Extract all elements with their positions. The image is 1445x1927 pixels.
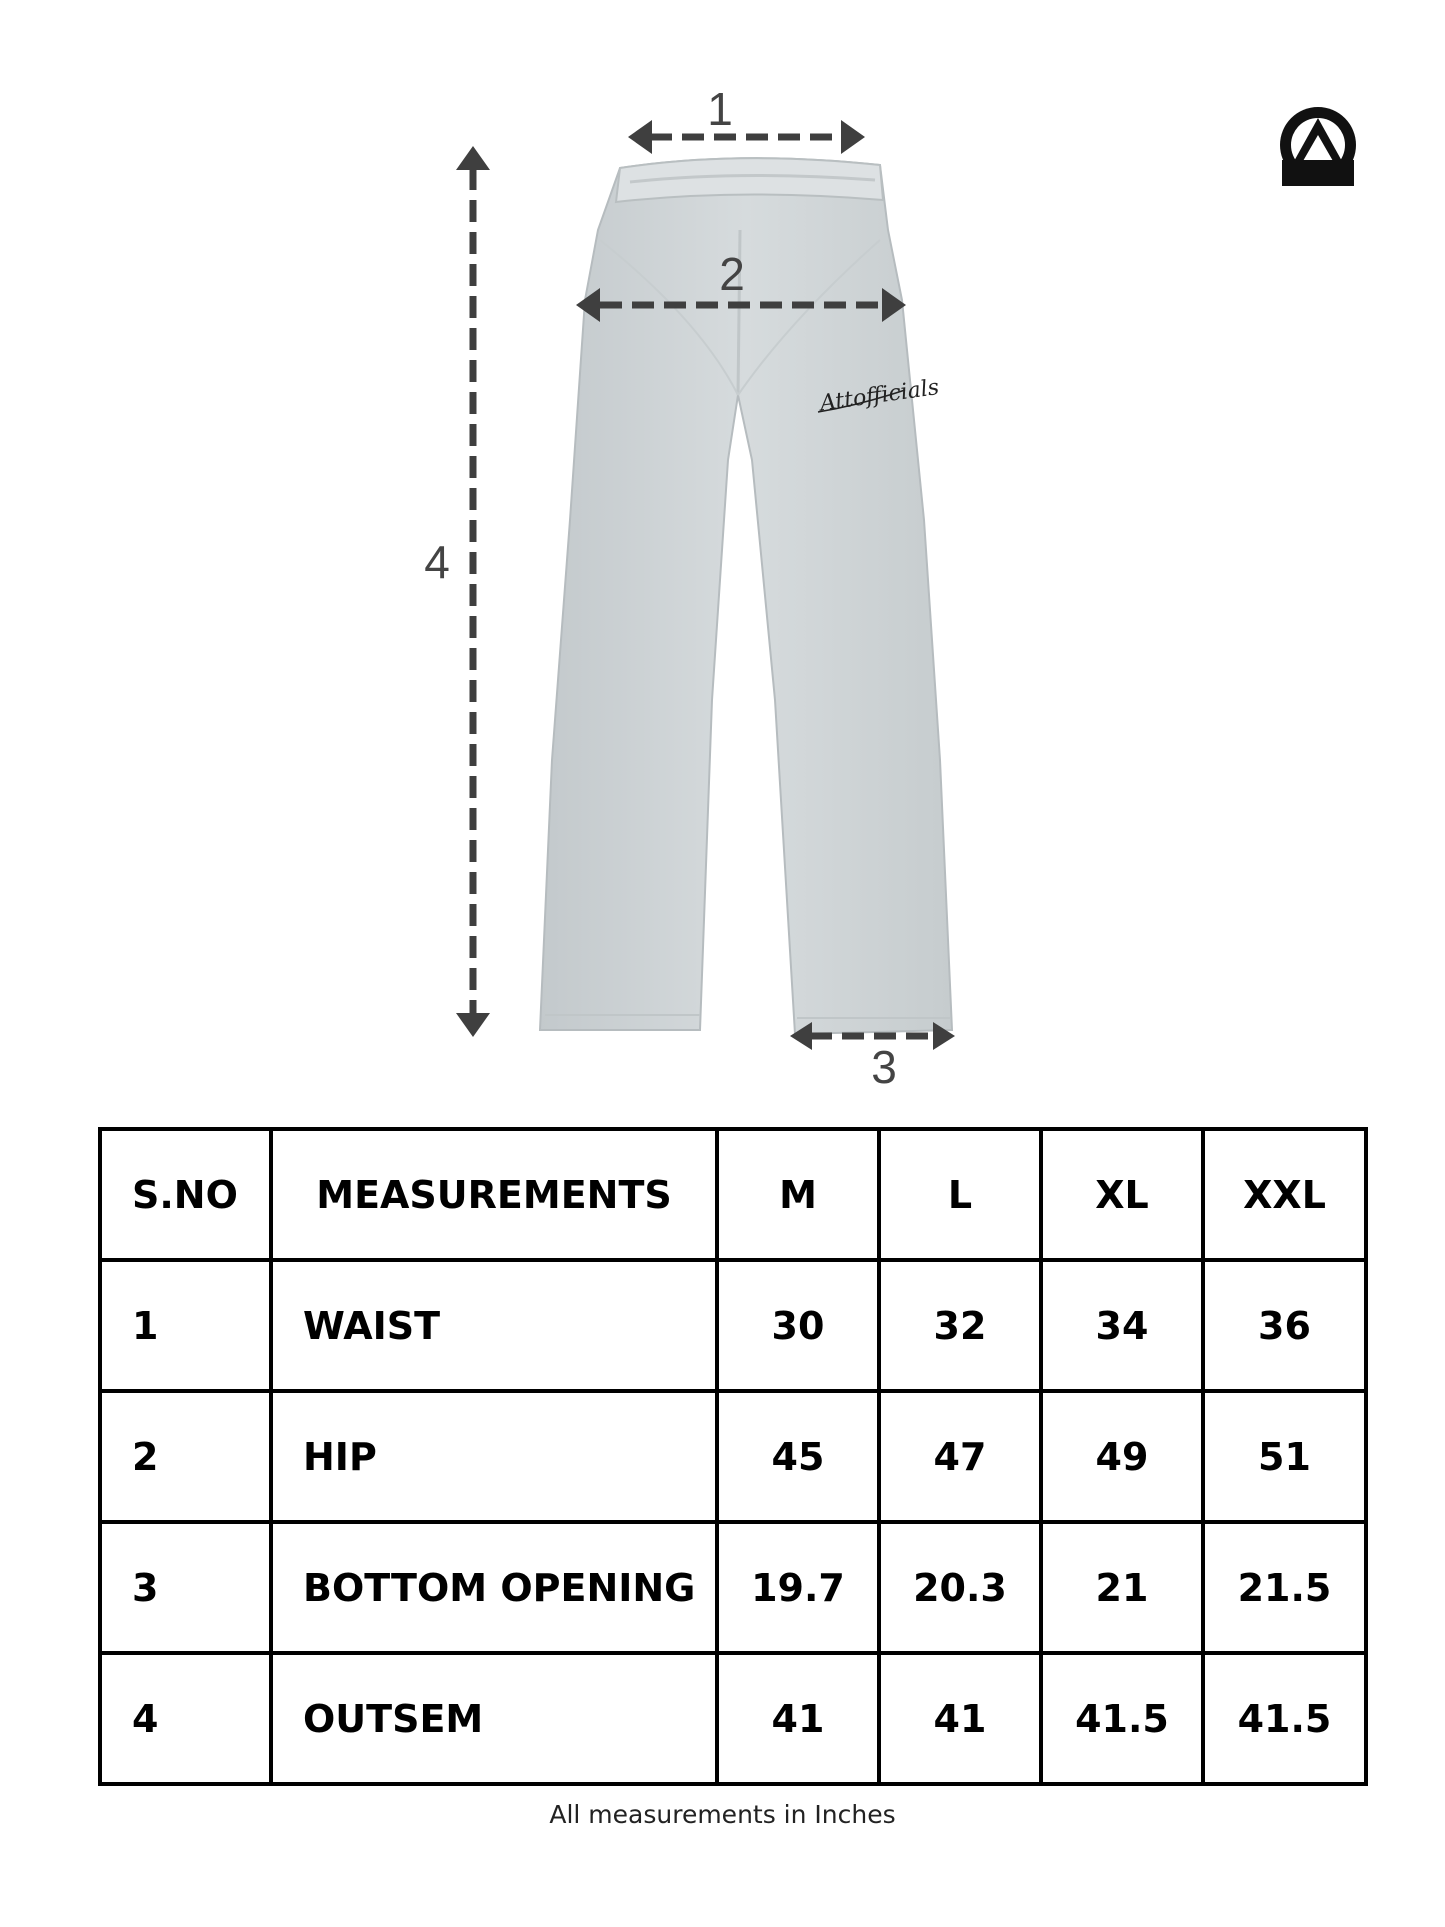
- row-value: 20.3: [879, 1522, 1041, 1653]
- row-value: 30: [717, 1260, 879, 1391]
- row-value: 21.5: [1203, 1522, 1366, 1653]
- brand-signature: Attofficials: [818, 375, 941, 417]
- dimension-label-3: 3: [871, 1041, 897, 1093]
- dimension-label-4: 4: [424, 536, 450, 588]
- row-sno: 4: [100, 1653, 271, 1784]
- brand-logo-icon: [1280, 107, 1356, 186]
- header-size-xl: XL: [1041, 1129, 1203, 1260]
- row-value: 19.7: [717, 1522, 879, 1653]
- header-size-l: L: [879, 1129, 1041, 1260]
- row-value: 21: [1041, 1522, 1203, 1653]
- table-row: [100, 1260, 1366, 1391]
- row-value: 41: [717, 1653, 879, 1784]
- row-measurement-name: HIP: [271, 1391, 717, 1522]
- row-value: 47: [879, 1391, 1041, 1522]
- row-sno: 1: [100, 1260, 271, 1391]
- row-sno: 2: [100, 1391, 271, 1522]
- header-measurements: MEASUREMENTS: [271, 1129, 717, 1260]
- row-value: 41: [879, 1653, 1041, 1784]
- outseam-dimension-arrow: [456, 146, 490, 1037]
- row-measurement-name: BOTTOM OPENING: [271, 1522, 717, 1653]
- trousers-illustration: [540, 158, 952, 1034]
- row-measurement-name: WAIST: [271, 1260, 717, 1391]
- dimension-label-2: 2: [719, 248, 745, 300]
- size-chart-table: [98, 1127, 1368, 1786]
- row-value: 41.5: [1041, 1653, 1203, 1784]
- row-value: 49: [1041, 1391, 1203, 1522]
- table-row: [100, 1653, 1366, 1784]
- table-header-row: [100, 1129, 1366, 1260]
- row-value: 36: [1203, 1260, 1366, 1391]
- row-value: 34: [1041, 1260, 1203, 1391]
- header-size-m: M: [717, 1129, 879, 1260]
- header-size-xxl: XXL: [1203, 1129, 1366, 1260]
- header-sno: S.NO: [100, 1129, 271, 1260]
- row-value: 41.5: [1203, 1653, 1366, 1784]
- table-row: [100, 1522, 1366, 1653]
- row-value: 32: [879, 1260, 1041, 1391]
- row-value: 51: [1203, 1391, 1366, 1522]
- dimension-label-1: 1: [707, 83, 733, 135]
- waist-dimension-arrow: [628, 120, 865, 154]
- row-sno: 3: [100, 1522, 271, 1653]
- row-value: 45: [717, 1391, 879, 1522]
- table-row: [100, 1391, 1366, 1522]
- units-footnote: All measurements in Inches: [549, 1800, 896, 1829]
- row-measurement-name: OUTSEM: [271, 1653, 717, 1784]
